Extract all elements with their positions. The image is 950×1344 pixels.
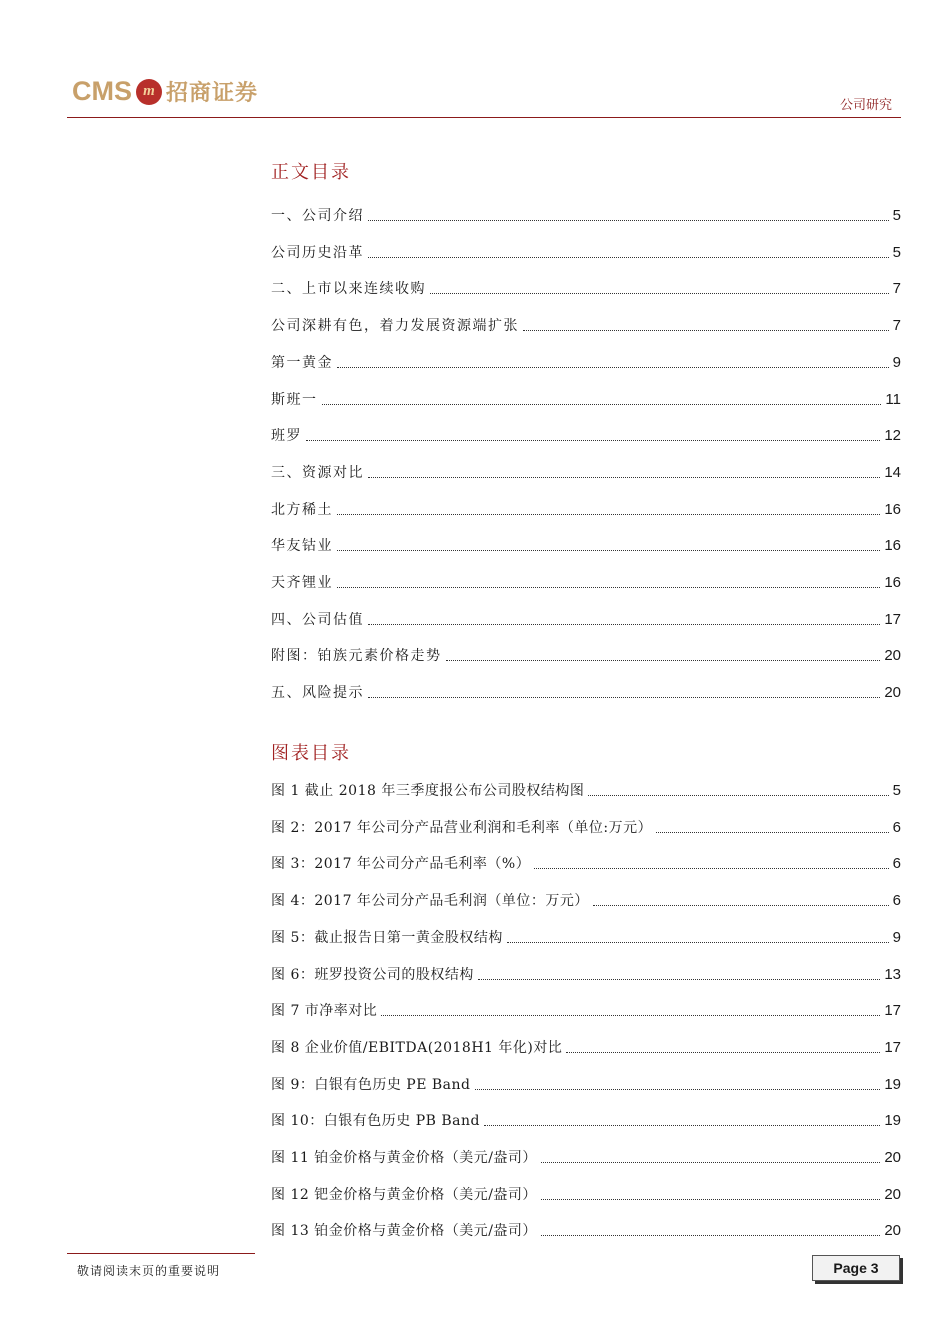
page-header [0, 0, 950, 125]
dot-leader [507, 942, 889, 943]
dot-leader [541, 1235, 880, 1236]
toc-entry-label: 公司深耕有色，着力发展资源端扩张 [271, 318, 519, 335]
dot-leader [430, 293, 889, 294]
toc-entry-label: 班罗 [271, 428, 302, 445]
logo-latin: CMS [72, 76, 132, 106]
figure-entry[interactable] [271, 817, 901, 837]
figure-entry-label: 图 10：白银有色历史 PB Band [271, 1113, 480, 1130]
toc-title: 正文目录 [271, 162, 351, 183]
figure-entry[interactable] [271, 780, 901, 800]
dot-leader [541, 1199, 880, 1200]
figure-entry-page-number: 17 [884, 1038, 901, 1056]
footer-divider [67, 1253, 255, 1254]
dot-leader [566, 1052, 880, 1053]
toc-entry[interactable] [271, 242, 901, 262]
figure-entry[interactable] [271, 927, 901, 947]
toc-entry[interactable] [271, 315, 901, 335]
figure-entry[interactable] [271, 1220, 901, 1240]
dot-leader [337, 367, 889, 368]
toc-entry-label: 附图：铂族元素价格走势 [271, 648, 442, 665]
figure-entry-label: 图 4：2017 年公司分产品毛利润（单位：万元） [271, 893, 589, 910]
dot-leader [337, 550, 880, 551]
toc-entry-page-number: 7 [892, 280, 901, 298]
toc-entry-page-number: 20 [884, 684, 901, 702]
dot-leader [523, 330, 889, 331]
toc-entry[interactable] [271, 389, 901, 409]
figure-entry-page-number: 17 [884, 1002, 901, 1020]
figure-entry-label: 图 2：2017 年公司分产品营业利润和毛利率（单位:万元） [271, 819, 653, 836]
figure-entry-page-number: 13 [884, 965, 901, 983]
figure-entry-label: 图 3：2017 年公司分产品毛利率（%） [271, 856, 531, 873]
toc-entry-label: 斯班一 [271, 391, 318, 408]
dot-leader [541, 1162, 880, 1163]
figure-entry-label: 图 13 铂金价格与黄金价格（美元/盎司） [271, 1223, 537, 1240]
figure-entry-page-number: 20 [884, 1149, 901, 1166]
toc-entry-page-number: 16 [884, 537, 901, 555]
toc-entry-label: 一、公司介绍 [271, 208, 364, 224]
toc-entry-page-number: 11 [885, 390, 901, 408]
dot-leader [484, 1125, 880, 1126]
section-label: 公司研究 [839, 98, 892, 113]
toc-entry-label: 二、上市以来连续收购 [271, 281, 426, 298]
toc-entry-page-number: 20 [884, 647, 901, 665]
figure-entry-page-number: 20 [884, 1222, 901, 1240]
dot-leader [322, 404, 882, 405]
figure-entry-label: 图 9：白银有色历史 PE Band [271, 1076, 471, 1093]
dot-leader [478, 979, 880, 980]
figure-entry-page-number: 19 [884, 1075, 901, 1093]
figure-entry-page-number: 6 [892, 818, 901, 836]
toc-entry-label: 华友钴业 [271, 538, 333, 555]
dot-leader [368, 477, 880, 478]
figure-entry-page-number: 19 [884, 1112, 901, 1130]
figure-entry-page-number: 9 [892, 928, 901, 946]
toc-entry-label: 天齐锂业 [271, 575, 333, 591]
toc-entry[interactable] [271, 205, 901, 225]
figure-entry[interactable] [271, 1074, 901, 1094]
toc-entry[interactable] [271, 609, 901, 629]
toc-entry-page-number: 16 [884, 500, 901, 518]
figure-entry-label: 图 1 截止 2018 年三季度报公布公司股权结构图 [271, 783, 585, 799]
figure-entry[interactable] [271, 1000, 901, 1020]
logo-mark-icon: m [136, 79, 162, 105]
dot-leader [593, 905, 889, 906]
figure-entry-label: 图 7 市净率对比 [271, 1003, 378, 1020]
toc-entry[interactable] [271, 682, 901, 702]
toc-entry-label: 第一黄金 [271, 354, 333, 371]
dot-leader [368, 220, 889, 221]
toc-entry-page-number: 7 [892, 317, 901, 335]
logo-chinese: 招商证券 [166, 81, 259, 106]
dot-leader [337, 587, 880, 588]
figure-entry-page-number: 5 [892, 782, 901, 799]
dot-leader [368, 257, 889, 258]
dot-leader [475, 1089, 881, 1090]
toc-entry-page-number: 5 [892, 207, 901, 224]
figure-entry[interactable] [271, 1110, 901, 1130]
figure-entry-label: 图 6：班罗投资公司的股权结构 [271, 966, 474, 983]
figure-entry-label: 图 8 企业价值/EBITDA(2018H1 年化)对比 [271, 1039, 563, 1056]
figure-entry-label: 图 12 钯金价格与黄金价格（美元/盎司） [271, 1186, 537, 1203]
toc-entry[interactable] [271, 278, 901, 298]
figure-entry[interactable] [271, 1184, 901, 1204]
toc-entry-page-number: 17 [884, 610, 901, 628]
toc-entry[interactable] [271, 645, 901, 665]
dot-leader [534, 868, 888, 869]
toc-entry-label: 公司历史沿革 [271, 244, 364, 261]
figure-entry-page-number: 6 [892, 855, 901, 873]
toc-entry[interactable] [271, 352, 901, 372]
figure-entry[interactable] [271, 890, 901, 910]
dot-leader [446, 660, 881, 661]
cms-logo [72, 76, 258, 107]
toc-entry-page-number: 9 [892, 353, 901, 371]
toc-entry-label: 北方稀土 [271, 501, 333, 518]
figure-entry[interactable] [271, 1147, 901, 1167]
figure-entry-label: 图 11 铂金价格与黄金价格（美元/盎司） [271, 1150, 537, 1166]
dot-leader [368, 624, 880, 625]
figure-list-title: 图表目录 [271, 743, 351, 764]
page-number-box: Page 3 [812, 1255, 900, 1281]
toc-entry-label: 四、公司估值 [271, 611, 364, 628]
figure-entry-page-number: 6 [892, 892, 901, 910]
header-divider [67, 117, 901, 118]
toc-entry-page-number: 16 [884, 574, 901, 591]
toc-entry-label: 五、风险提示 [271, 685, 364, 702]
toc-entry-page-number: 12 [884, 427, 901, 445]
figure-entry[interactable] [271, 964, 901, 984]
figure-entry-label: 图 5：截止报告日第一黄金股权结构 [271, 929, 503, 946]
dot-leader [337, 514, 880, 515]
figure-entry-page-number: 20 [884, 1185, 901, 1203]
toc-entry[interactable] [271, 462, 901, 482]
toc-entry[interactable] [271, 535, 901, 555]
dot-leader [656, 832, 889, 833]
footer-note: 敬请阅读末页的重要说明 [77, 1264, 221, 1278]
figure-entry[interactable] [271, 853, 901, 873]
dot-leader [381, 1015, 880, 1016]
figure-entry[interactable] [271, 1037, 901, 1057]
toc-entry-label: 三、资源对比 [271, 464, 364, 481]
toc-entry-page-number: 5 [892, 243, 901, 261]
toc-entry[interactable] [271, 572, 901, 592]
dot-leader [306, 440, 880, 441]
toc-entry-page-number: 14 [884, 463, 901, 481]
toc-entry[interactable] [271, 425, 901, 445]
toc-entry[interactable] [271, 499, 901, 519]
dot-leader [588, 795, 888, 796]
dot-leader [368, 697, 880, 698]
